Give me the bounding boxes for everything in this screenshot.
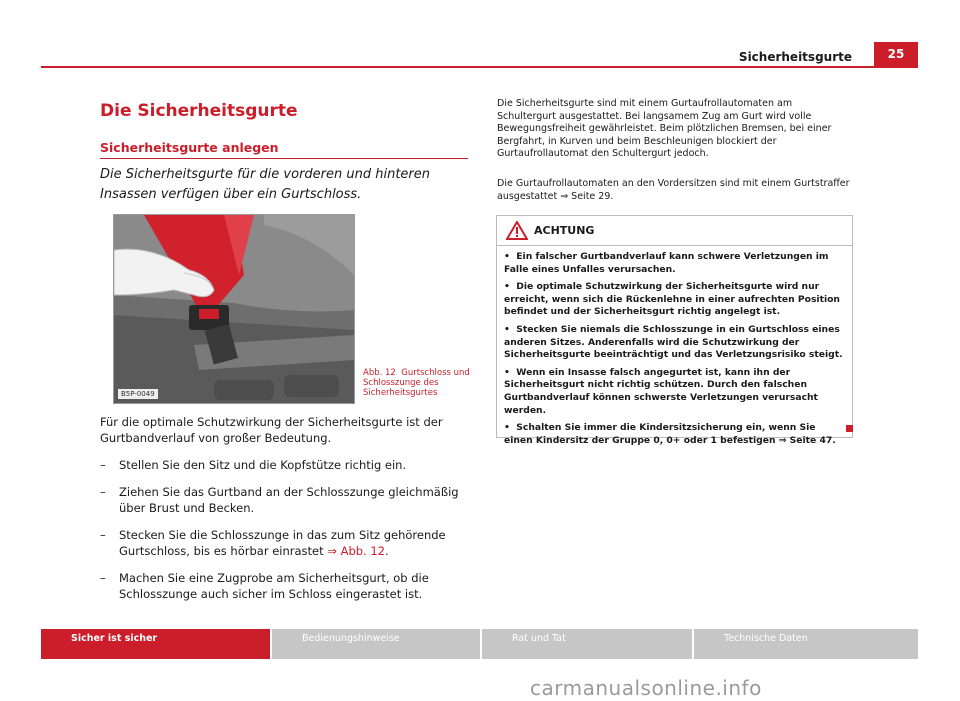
- figure-code: B5P-0049: [118, 389, 158, 399]
- instructions-block: [100, 414, 470, 602]
- watermark: carmanualsonline.info: [530, 676, 762, 700]
- bullet: •: [504, 281, 510, 293]
- warning-list: [504, 251, 844, 452]
- footer-tab-sicher-ist-sicher[interactable]: Sicher ist sicher: [41, 629, 272, 659]
- warning-item-text: Ein falscher Gurtbandverlauf kann schwere Verletzungen im Falle eines Unfalles verursachen.: [504, 251, 829, 275]
- figure-seatbelt-buckle: [113, 214, 355, 404]
- step-text: Stellen Sie den Sitz und die Kopfstütze richtig ein.: [119, 458, 407, 472]
- step-text: Machen Sie eine Zugprobe am Sicherheitsgurt, ob die Schlosszunge auch sicher im Schloss eingerastet ist.: [119, 571, 429, 601]
- header-divider: [41, 66, 918, 68]
- warning-item-text: Schalten Sie immer die Kindersitzsicherung ein, wenn Sie einen Kindersitz der Gruppe 0, 0+ oder 1 befestigen ⇒ Seite 47.: [504, 422, 836, 446]
- footer-tab-bedienungshinweise[interactable]: Bedienungshinweise: [272, 629, 482, 659]
- bullet: •: [504, 251, 510, 262]
- body-paragraph: Für die optimale Schutzwirkung der Sicherheitsgurte ist der Gurtbandverlauf von großer Bedeutung.: [100, 415, 443, 445]
- list-item: [100, 527, 470, 559]
- footer-tab-rat-und-tat[interactable]: Rat und Tat: [482, 629, 694, 659]
- running-header-title: Sicherheitsgurte: [738, 50, 852, 64]
- step-text: Ziehen Sie das Gurtband an der Schlosszunge gleichmäßig über Brust und Becken.: [119, 485, 459, 515]
- warning-triangle-icon: [506, 221, 528, 240]
- step-end-punct: .: [385, 544, 389, 558]
- list-item: [100, 457, 470, 473]
- list-item: [100, 484, 470, 516]
- seatbelt-illustration: [114, 215, 354, 403]
- warning-item: [504, 281, 844, 319]
- section-subtitle: Sicherheitsgurte anlegen: [100, 140, 279, 155]
- dash-bullet: –: [100, 485, 106, 499]
- warning-item-text: Die optimale Schutzwirkung der Sicherheitsgurte wird nur erreicht, wenn sich die Rückenlehne in einer aufrechten Position befindet und der Sicherheitsgurt richtig angelegt ist.: [504, 281, 840, 318]
- section-end-marker: [846, 425, 853, 432]
- warning-item: [504, 422, 844, 447]
- figure-reference-link[interactable]: ⇒ Abb. 12: [327, 544, 385, 558]
- belt-retractor-paragraph: Die Sicherheitsgurte sind mit einem Gurtaufrollautomaten am Schultergurt ausgestattet. Bei langsamem Zug am Gurt wird volle Bewegungsfreiheit gewährleistet. Beim plötzlichen Bremsen, bei einer Bergfahrt, in Kurven und beim Beschleunigen blockiert der Gurtaufrollautomat den Schultergurt jedoch.: [497, 98, 832, 160]
- dash-bullet: –: [100, 458, 106, 472]
- caption-text: Gurtschloss und Schlosszunge des Sicherheitsgurtes: [363, 368, 470, 398]
- step-text: Stecken Sie die Schlosszunge in das zum Sitz gehörende Gurtschloss, bis es hörbar einrastet: [119, 528, 446, 558]
- caption-label: Abb. 12: [363, 368, 396, 378]
- warning-title: ACHTUNG: [534, 224, 595, 237]
- intro-text: Die Sicherheitsgurte für die vorderen und hinteren Insassen verfügen über ein Gurtschloss.: [100, 167, 431, 202]
- warning-item: [504, 251, 844, 276]
- warning-item-text: Wenn ein Insasse falsch angegurtet ist, kann ihn der Sicherheitsgurt nicht richtig schützen. Durch den falschen Gurtbandverlauf können schwerste Verletzungen verursacht werden.: [504, 366, 818, 416]
- page-number: 25: [874, 42, 918, 68]
- subtitle-divider: [100, 158, 468, 159]
- warning-box: [496, 215, 853, 446]
- footer-tab-technische-daten[interactable]: Technische Daten: [694, 629, 918, 659]
- bullet: •: [504, 422, 510, 434]
- warning-item-text: Stecken Sie niemals die Schlosszunge in ein Gurtschloss eines anderen Sitzes. Anderenfalls wird die Schutzwirkung der Sicherheitsgurte beeinträchtigt und das Verletzungsrisiko steigt.: [504, 323, 843, 361]
- figure-caption: [363, 368, 471, 398]
- warning-item: [504, 367, 844, 417]
- dash-bullet: –: [100, 528, 106, 542]
- bullet: •: [504, 323, 510, 335]
- warning-header: [497, 216, 852, 246]
- list-item: [100, 570, 470, 602]
- warning-item: [504, 324, 844, 362]
- pretensioner-paragraph: Die Gurtaufrollautomaten an den Vordersitzen sind mit einem Gurtstraffer ausgestattet ⇒ Seite 29.: [497, 178, 850, 202]
- dash-bullet: –: [100, 571, 106, 585]
- page-title: Die Sicherheitsgurte: [100, 101, 298, 121]
- bullet: •: [504, 366, 510, 378]
- footer-nav: [41, 629, 918, 659]
